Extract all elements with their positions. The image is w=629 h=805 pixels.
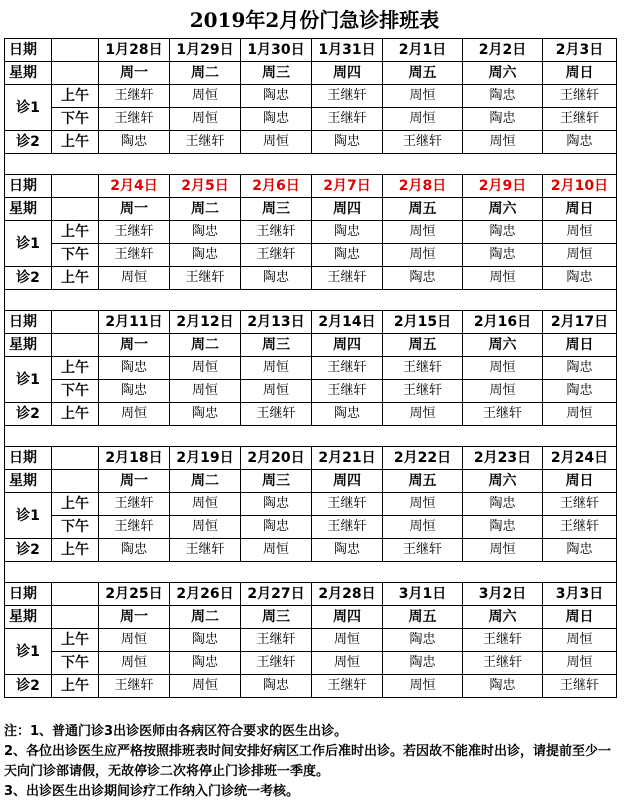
weekday-row: [5, 470, 617, 493]
doctor-cell: 陶忠: [99, 131, 170, 154]
date-cell: 2月3日: [543, 39, 617, 62]
weekday-cell: 周四: [312, 470, 383, 493]
weekday-row-label: 星期: [5, 606, 52, 629]
weekday-cell: 周二: [170, 198, 241, 221]
doctor-cell: 王继轩: [241, 652, 312, 675]
doctor-cell: 王继轩: [312, 516, 383, 539]
clinic1-label: 诊1: [5, 629, 52, 675]
date-cell: 2月1日: [383, 39, 463, 62]
weekday-cell: 周五: [383, 62, 463, 85]
weekday-cell: 周四: [312, 198, 383, 221]
separator-cell: [5, 154, 617, 175]
blank-cell: [52, 311, 99, 334]
date-row-label: 日期: [5, 311, 52, 334]
weekday-cell: 周五: [383, 470, 463, 493]
doctor-cell: 周恒: [543, 629, 617, 652]
doctor-cell: 王继轩: [463, 652, 543, 675]
date-cell: 2月17日: [543, 311, 617, 334]
weekday-cell: 周三: [241, 334, 312, 357]
date-cell: 2月11日: [99, 311, 170, 334]
blank-cell: [52, 39, 99, 62]
pm-label: 下午: [52, 516, 99, 539]
doctor-cell: 周恒: [241, 131, 312, 154]
date-cell: 1月29日: [170, 39, 241, 62]
weekday-row: [5, 62, 617, 85]
doctor-cell: 周恒: [99, 403, 170, 426]
date-cell: 2月16日: [463, 311, 543, 334]
weekday-cell: 周日: [543, 334, 617, 357]
doctor-cell: 周恒: [543, 221, 617, 244]
doctor-cell: 王继轩: [99, 85, 170, 108]
date-row: [5, 311, 617, 334]
weekday-row-label: 星期: [5, 198, 52, 221]
doctor-cell: 王继轩: [99, 221, 170, 244]
weekday-row: [5, 606, 617, 629]
doctor-cell: 王继轩: [99, 493, 170, 516]
clinic2-label: 诊2: [5, 539, 52, 562]
date-cell: 2月22日: [383, 447, 463, 470]
am-label: 上午: [52, 267, 99, 290]
clinic1-pm-row: [5, 244, 617, 267]
date-cell: 2月9日: [463, 175, 543, 198]
doctor-cell: 王继轩: [170, 131, 241, 154]
clinic1-am-row: [5, 629, 617, 652]
doctor-cell: 陶忠: [312, 244, 383, 267]
date-cell: 2月23日: [463, 447, 543, 470]
doctor-cell: 陶忠: [170, 244, 241, 267]
clinic2-label: 诊2: [5, 675, 52, 698]
clinic1-label: 诊1: [5, 221, 52, 267]
clinic1-am-row: [5, 493, 617, 516]
date-cell: 2月20日: [241, 447, 312, 470]
date-cell: 2月21日: [312, 447, 383, 470]
blank-cell: [52, 447, 99, 470]
doctor-cell: 周恒: [312, 652, 383, 675]
weekday-cell: 周四: [312, 606, 383, 629]
clinic1-pm-row: [5, 516, 617, 539]
date-cell: 2月5日: [170, 175, 241, 198]
clinic2-label: 诊2: [5, 131, 52, 154]
doctor-cell: 陶忠: [241, 108, 312, 131]
doctor-cell: 周恒: [543, 244, 617, 267]
date-cell: 2月18日: [99, 447, 170, 470]
clinic2-am-row: [5, 131, 617, 154]
doctor-cell: 周恒: [383, 221, 463, 244]
date-cell: 3月2日: [463, 583, 543, 606]
doctor-cell: 王继轩: [312, 380, 383, 403]
footnote-3: 3、出诊医生出诊期间诊疗工作纳入门诊统一考核。: [4, 784, 300, 799]
date-cell: 1月31日: [312, 39, 383, 62]
doctor-cell: 王继轩: [312, 267, 383, 290]
date-cell: 2月25日: [99, 583, 170, 606]
date-row-label: 日期: [5, 447, 52, 470]
date-cell: 1月30日: [241, 39, 312, 62]
date-cell: 2月19日: [170, 447, 241, 470]
doctor-cell: 周恒: [241, 539, 312, 562]
blank-cell: [52, 198, 99, 221]
separator-cell: [5, 562, 617, 583]
weekday-cell: 周六: [463, 334, 543, 357]
doctor-cell: 王继轩: [543, 516, 617, 539]
weekday-cell: 周二: [170, 62, 241, 85]
doctor-cell: 周恒: [543, 403, 617, 426]
weekday-row-label: 星期: [5, 470, 52, 493]
date-cell: 2月15日: [383, 311, 463, 334]
clinic1-pm-row: [5, 108, 617, 131]
clinic1-am-row: [5, 85, 617, 108]
weekday-cell: 周五: [383, 606, 463, 629]
doctor-cell: 陶忠: [99, 539, 170, 562]
doctor-cell: 周恒: [463, 267, 543, 290]
doctor-cell: 王继轩: [241, 244, 312, 267]
weekday-row: [5, 198, 617, 221]
weekday-cell: 周三: [241, 606, 312, 629]
weekday-cell: 周四: [312, 62, 383, 85]
date-cell: 2月4日: [99, 175, 170, 198]
weekday-cell: 周六: [463, 470, 543, 493]
doctor-cell: 王继轩: [99, 516, 170, 539]
weekday-cell: 周二: [170, 334, 241, 357]
pm-label: 下午: [52, 244, 99, 267]
doctor-cell: 周恒: [170, 493, 241, 516]
clinic1-am-row: [5, 221, 617, 244]
doctor-cell: 王继轩: [312, 357, 383, 380]
doctor-cell: 王继轩: [312, 675, 383, 698]
doctor-cell: 陶忠: [241, 85, 312, 108]
schedule-title: 2019年2月份门急诊排班表: [189, 8, 440, 32]
clinic2-am-row: [5, 267, 617, 290]
doctor-cell: 陶忠: [170, 403, 241, 426]
schedule-table: [4, 38, 617, 698]
doctor-cell: 陶忠: [99, 380, 170, 403]
doctor-cell: 陶忠: [170, 221, 241, 244]
doctor-cell: 周恒: [241, 357, 312, 380]
weekday-cell: 周二: [170, 606, 241, 629]
doctor-cell: 陶忠: [463, 244, 543, 267]
blank-cell: [52, 175, 99, 198]
weekday-cell: 周一: [99, 334, 170, 357]
clinic1-am-row: [5, 357, 617, 380]
blank-cell: [52, 583, 99, 606]
footnotes: [4, 722, 616, 802]
am-label: 上午: [52, 403, 99, 426]
doctor-cell: 周恒: [543, 652, 617, 675]
doctor-cell: 陶忠: [170, 629, 241, 652]
date-row: [5, 175, 617, 198]
weekday-cell: 周三: [241, 470, 312, 493]
date-cell: 2月8日: [383, 175, 463, 198]
doctor-cell: 陶忠: [463, 493, 543, 516]
footnote-2: 2、各位出诊医生应严格按照排班表时间安排好病区工作后准时出诊。若因故不能准时出诊，请提前至少一天向门诊部请假，无故停诊二次将停止门诊排班一季度。: [4, 744, 612, 779]
separator-cell: [5, 426, 617, 447]
date-cell: 2月28日: [312, 583, 383, 606]
blank-cell: [52, 62, 99, 85]
date-cell: 2月27日: [241, 583, 312, 606]
blank-cell: [52, 470, 99, 493]
weekday-row-label: 星期: [5, 334, 52, 357]
date-row: [5, 447, 617, 470]
doctor-cell: 陶忠: [312, 131, 383, 154]
doctor-cell: 周恒: [312, 629, 383, 652]
doctor-cell: 周恒: [170, 85, 241, 108]
am-label: 上午: [52, 675, 99, 698]
doctor-cell: 王继轩: [312, 493, 383, 516]
doctor-cell: 王继轩: [170, 539, 241, 562]
doctor-cell: 陶忠: [543, 539, 617, 562]
doctor-cell: 王继轩: [543, 493, 617, 516]
date-cell: 2月24日: [543, 447, 617, 470]
week-separator: [5, 426, 617, 447]
doctor-cell: 周恒: [170, 675, 241, 698]
am-label: 上午: [52, 539, 99, 562]
date-cell: 2月13日: [241, 311, 312, 334]
date-cell: 2月12日: [170, 311, 241, 334]
weekday-cell: 周一: [99, 198, 170, 221]
blank-cell: [52, 606, 99, 629]
doctor-cell: 陶忠: [241, 516, 312, 539]
doctor-cell: 王继轩: [241, 221, 312, 244]
doctor-cell: 陶忠: [312, 221, 383, 244]
date-cell: 3月3日: [543, 583, 617, 606]
doctor-cell: 陶忠: [312, 539, 383, 562]
doctor-cell: 王继轩: [312, 85, 383, 108]
date-cell: 3月1日: [383, 583, 463, 606]
footnote-1: 注：1、普通门诊3出诊医师由各病区符合要求的医生出诊。: [4, 724, 348, 739]
doctor-cell: 周恒: [463, 357, 543, 380]
weekday-row: [5, 334, 617, 357]
doctor-cell: 周恒: [99, 652, 170, 675]
doctor-cell: 陶忠: [170, 652, 241, 675]
doctor-cell: 王继轩: [99, 108, 170, 131]
weekday-cell: 周五: [383, 198, 463, 221]
weekday-cell: 周日: [543, 198, 617, 221]
doctor-cell: 王继轩: [383, 357, 463, 380]
doctor-cell: 陶忠: [543, 380, 617, 403]
clinic1-pm-row: [5, 380, 617, 403]
doctor-cell: 陶忠: [241, 267, 312, 290]
clinic2-am-row: [5, 675, 617, 698]
date-cell: 2月7日: [312, 175, 383, 198]
weekday-cell: 周五: [383, 334, 463, 357]
doctor-cell: 王继轩: [543, 108, 617, 131]
doctor-cell: 王继轩: [543, 675, 617, 698]
doctor-cell: 陶忠: [543, 131, 617, 154]
pm-label: 下午: [52, 380, 99, 403]
doctor-cell: 王继轩: [543, 85, 617, 108]
clinic1-label: 诊1: [5, 357, 52, 403]
weekday-cell: 周一: [99, 62, 170, 85]
weekday-cell: 周日: [543, 606, 617, 629]
weekday-cell: 周日: [543, 62, 617, 85]
doctor-cell: 陶忠: [463, 221, 543, 244]
weekday-cell: 周六: [463, 198, 543, 221]
doctor-cell: 周恒: [241, 380, 312, 403]
clinic2-label: 诊2: [5, 267, 52, 290]
clinic1-label: 诊1: [5, 493, 52, 539]
date-cell: 2月6日: [241, 175, 312, 198]
weekday-cell: 周三: [241, 62, 312, 85]
doctor-cell: 周恒: [383, 403, 463, 426]
doctor-cell: 周恒: [463, 380, 543, 403]
am-label: 上午: [52, 493, 99, 516]
separator-cell: [5, 290, 617, 311]
doctor-cell: 周恒: [170, 357, 241, 380]
pm-label: 下午: [52, 108, 99, 131]
doctor-cell: 周恒: [99, 267, 170, 290]
weekday-cell: 周六: [463, 62, 543, 85]
week-separator: [5, 290, 617, 311]
doctor-cell: 陶忠: [312, 403, 383, 426]
doctor-cell: 陶忠: [383, 652, 463, 675]
doctor-cell: 陶忠: [543, 357, 617, 380]
week-separator: [5, 562, 617, 583]
doctor-cell: 周恒: [383, 244, 463, 267]
weekday-cell: 周六: [463, 606, 543, 629]
doctor-cell: 周恒: [170, 516, 241, 539]
clinic2-label: 诊2: [5, 403, 52, 426]
weekday-row-label: 星期: [5, 62, 52, 85]
doctor-cell: 陶忠: [383, 267, 463, 290]
doctor-cell: 陶忠: [383, 629, 463, 652]
pm-label: 下午: [52, 652, 99, 675]
doctor-cell: 陶忠: [463, 108, 543, 131]
doctor-cell: 陶忠: [99, 357, 170, 380]
clinic2-am-row: [5, 403, 617, 426]
weekday-cell: 周四: [312, 334, 383, 357]
date-row-label: 日期: [5, 39, 52, 62]
date-row: [5, 583, 617, 606]
doctor-cell: 周恒: [383, 85, 463, 108]
week-separator: [5, 154, 617, 175]
clinic2-am-row: [5, 539, 617, 562]
doctor-cell: 周恒: [170, 380, 241, 403]
am-label: 上午: [52, 85, 99, 108]
doctor-cell: 陶忠: [543, 267, 617, 290]
date-cell: 2月14日: [312, 311, 383, 334]
doctor-cell: 周恒: [383, 108, 463, 131]
weekday-cell: 周一: [99, 470, 170, 493]
doctor-cell: 王继轩: [383, 539, 463, 562]
doctor-cell: 周恒: [383, 493, 463, 516]
doctor-cell: 周恒: [383, 675, 463, 698]
blank-cell: [52, 334, 99, 357]
doctor-cell: 王继轩: [463, 403, 543, 426]
doctor-cell: 陶忠: [463, 675, 543, 698]
doctor-cell: 周恒: [463, 539, 543, 562]
date-cell: 1月28日: [99, 39, 170, 62]
doctor-cell: 王继轩: [241, 403, 312, 426]
weekday-cell: 周一: [99, 606, 170, 629]
doctor-cell: 陶忠: [463, 85, 543, 108]
doctor-cell: 王继轩: [312, 108, 383, 131]
doctor-cell: 王继轩: [99, 675, 170, 698]
clinic1-pm-row: [5, 652, 617, 675]
doctor-cell: 周恒: [99, 629, 170, 652]
am-label: 上午: [52, 131, 99, 154]
doctor-cell: 陶忠: [241, 675, 312, 698]
doctor-cell: 王继轩: [170, 267, 241, 290]
doctor-cell: 王继轩: [99, 244, 170, 267]
date-row: [5, 39, 617, 62]
date-cell: 2月26日: [170, 583, 241, 606]
am-label: 上午: [52, 357, 99, 380]
date-cell: 2月10日: [543, 175, 617, 198]
weekday-cell: 周二: [170, 470, 241, 493]
doctor-cell: 陶忠: [463, 516, 543, 539]
am-label: 上午: [52, 221, 99, 244]
doctor-cell: 王继轩: [383, 131, 463, 154]
doctor-cell: 周恒: [170, 108, 241, 131]
doctor-cell: 王继轩: [463, 629, 543, 652]
clinic1-label: 诊1: [5, 85, 52, 131]
doctor-cell: 陶忠: [241, 493, 312, 516]
weekday-cell: 周日: [543, 470, 617, 493]
am-label: 上午: [52, 629, 99, 652]
doctor-cell: 王继轩: [241, 629, 312, 652]
doctor-cell: 周恒: [463, 131, 543, 154]
doctor-cell: 王继轩: [383, 380, 463, 403]
date-row-label: 日期: [5, 583, 52, 606]
date-cell: 2月2日: [463, 39, 543, 62]
weekday-cell: 周三: [241, 198, 312, 221]
doctor-cell: 周恒: [383, 516, 463, 539]
date-row-label: 日期: [5, 175, 52, 198]
